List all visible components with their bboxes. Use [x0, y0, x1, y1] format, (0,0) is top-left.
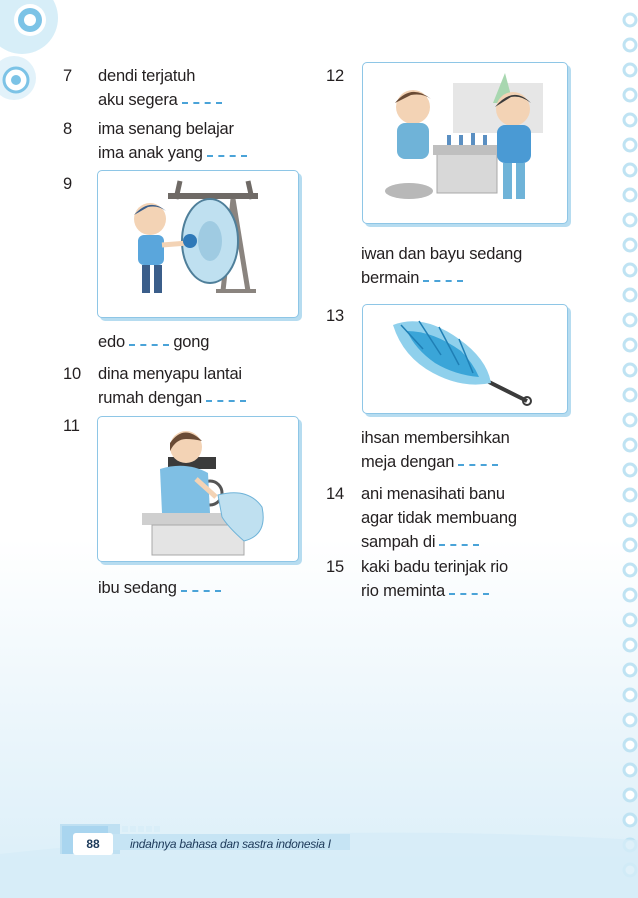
question-line: agar tidak membuang: [361, 509, 517, 527]
question-12-text: [326, 242, 566, 290]
question-line: ihsan membersihkan: [361, 429, 510, 447]
question-8: [63, 117, 303, 165]
answer-blank[interactable]: [129, 330, 169, 346]
question-10: [63, 362, 303, 410]
question-9-text: [63, 330, 303, 354]
question-line: rumah dengan: [98, 389, 203, 407]
question-number: 7: [63, 67, 72, 85]
question-line: edo: [98, 333, 125, 351]
question-15: [326, 555, 566, 603]
answer-blank[interactable]: [207, 141, 247, 157]
question-line: sampah di: [361, 533, 436, 551]
answer-blank[interactable]: [181, 576, 221, 592]
binder-rings-decoration: [610, 0, 638, 898]
boys-playing-chess-image: [362, 62, 568, 224]
boy-striking-gong-image: [97, 170, 299, 318]
question-number: 9: [63, 175, 72, 193]
question-line: ibu sedang: [98, 579, 177, 597]
woman-sewing-machine-image: [97, 416, 299, 562]
question-11-text: [63, 576, 303, 600]
corner-decoration: [0, 0, 70, 120]
question-number: 12: [326, 67, 344, 85]
question-line: meja dengan: [361, 453, 455, 471]
answer-blank[interactable]: [182, 88, 222, 104]
question-number: 13: [326, 307, 344, 325]
question-line: ima senang belajar: [98, 120, 234, 138]
question-line: dina menyapu lantai: [98, 365, 242, 383]
question-line: gong: [173, 333, 210, 351]
book-title: indahnya bahasa dan sastra indonesia I: [130, 837, 331, 851]
question-line: ani menasihati banu: [361, 485, 505, 503]
answer-blank[interactable]: [458, 450, 498, 466]
question-line: kaki badu terinjak rio: [361, 558, 508, 576]
footer-band: [0, 814, 638, 898]
question-line: bermain: [361, 269, 420, 287]
question-13-text: [326, 426, 566, 474]
question-number: 10: [63, 365, 81, 383]
answer-blank[interactable]: [439, 530, 479, 546]
question-14: [326, 482, 566, 554]
question-number: 15: [326, 558, 344, 576]
question-7: [63, 64, 303, 112]
question-number: 14: [326, 485, 344, 503]
question-line: ima anak yang: [98, 144, 203, 162]
answer-blank[interactable]: [206, 386, 246, 402]
question-line: iwan dan bayu sedang: [361, 245, 523, 263]
page-number: 88: [86, 837, 100, 851]
feather-duster-image: [362, 304, 568, 414]
question-line: rio meminta: [361, 582, 445, 600]
question-number: 11: [63, 417, 80, 435]
answer-blank[interactable]: [449, 579, 489, 595]
question-line: dendi terjatuh: [98, 67, 196, 85]
answer-blank[interactable]: [423, 266, 463, 282]
question-line: aku segera: [98, 91, 178, 109]
question-number: 8: [63, 120, 72, 138]
